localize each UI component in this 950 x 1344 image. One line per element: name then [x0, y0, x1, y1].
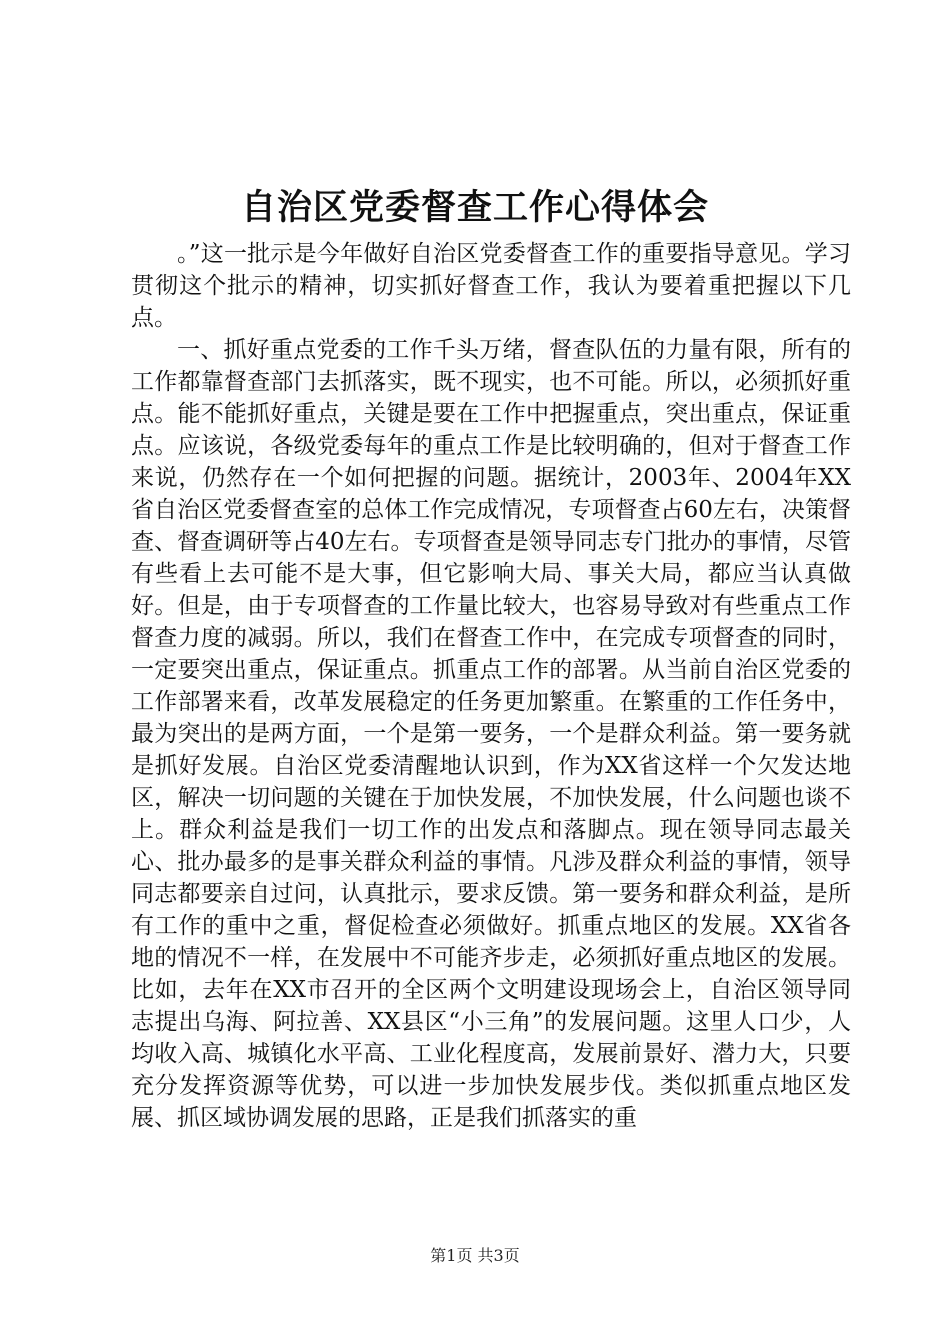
paragraph-intro: 。”这一批示是今年做好自治区党委督查工作的重要指导意见。学习贯彻这个批示的精神，切实抓好督查工作，我认为要着重把握以下几点。: [131, 241, 851, 331]
document-title: 自治区党委督查工作心得体会: [240, 187, 709, 228]
page-number-footer: 第1页 共3页: [430, 1246, 520, 1265]
document-body: [131, 238, 851, 1134]
paragraph-section-one: 一、抓好重点党委的工作千头万绪，督查队伍的力量有限，所有的工作都靠督查部门去抓落实，既不现实，也不可能。所以，必须抓好重点。能不能抓好重点，关键是要在工作中把握重点，突出重点，保证重点。应该说，各级党委每年的重点工作是比较明确的，但对于督查工作来说，仍然存在一个如何把握的问题。据统计，2003年、2004年XX省自治区党委督查室的总体工作完成情况，专项督查占60左右，决策督查、督查调研等占40左右。专项督查是领导同志专门批办的事情，尽管有些看上去可能不是大事，但它影响大局、事关大局，都应当认真做好。但是，由于专项督查的工作量比较大，也容易导致对有些重点工作督查力度的减弱。所以，我们在督查工作中，在完成专项督查的同时，一定要突出重点，保证重点。抓重点工作的部署。从当前自治区党委的工作部署来看，改革发展稳定的任务更加繁重。在繁重的工作任务中，最为突出的是两方面，一个是第一要务，一个是群众利益。第一要务就是抓好发展。自治区党委清醒地认识到，作为XX省这样一个欠发达地区，解决一切问题的关键在于加快发展，不加快发展，什么问题也谈不上。群众利益是我们一切工作的出发点和落脚点。现在领导同志最关心、批办最多的是事关群众利益的事情。凡涉及群众利益的事情，领导同志都要亲自过问，认真批示，要求反馈。第一要务和群众利益，是所有工作的重中之重，督促检查必须做好。抓重点地区的发展。XX省各地的情况不一样，在发展中不可能齐步走，必须抓好重点地区的发展。比如，去年在XX市召开的全区两个文明建设现场会上，自治区领导同志提出乌海、阿拉善、XX县区“小三角”的发展问题。这里人口少，人均收入高、城镇化水平高、工业化程度高，发展前景好、潜力大，只要充分发挥资源等优势，可以进一步加快发展步伐。类似抓重点地区发展、抓区域协调发展的思路，正是我们抓落实的重: [131, 337, 851, 1131]
